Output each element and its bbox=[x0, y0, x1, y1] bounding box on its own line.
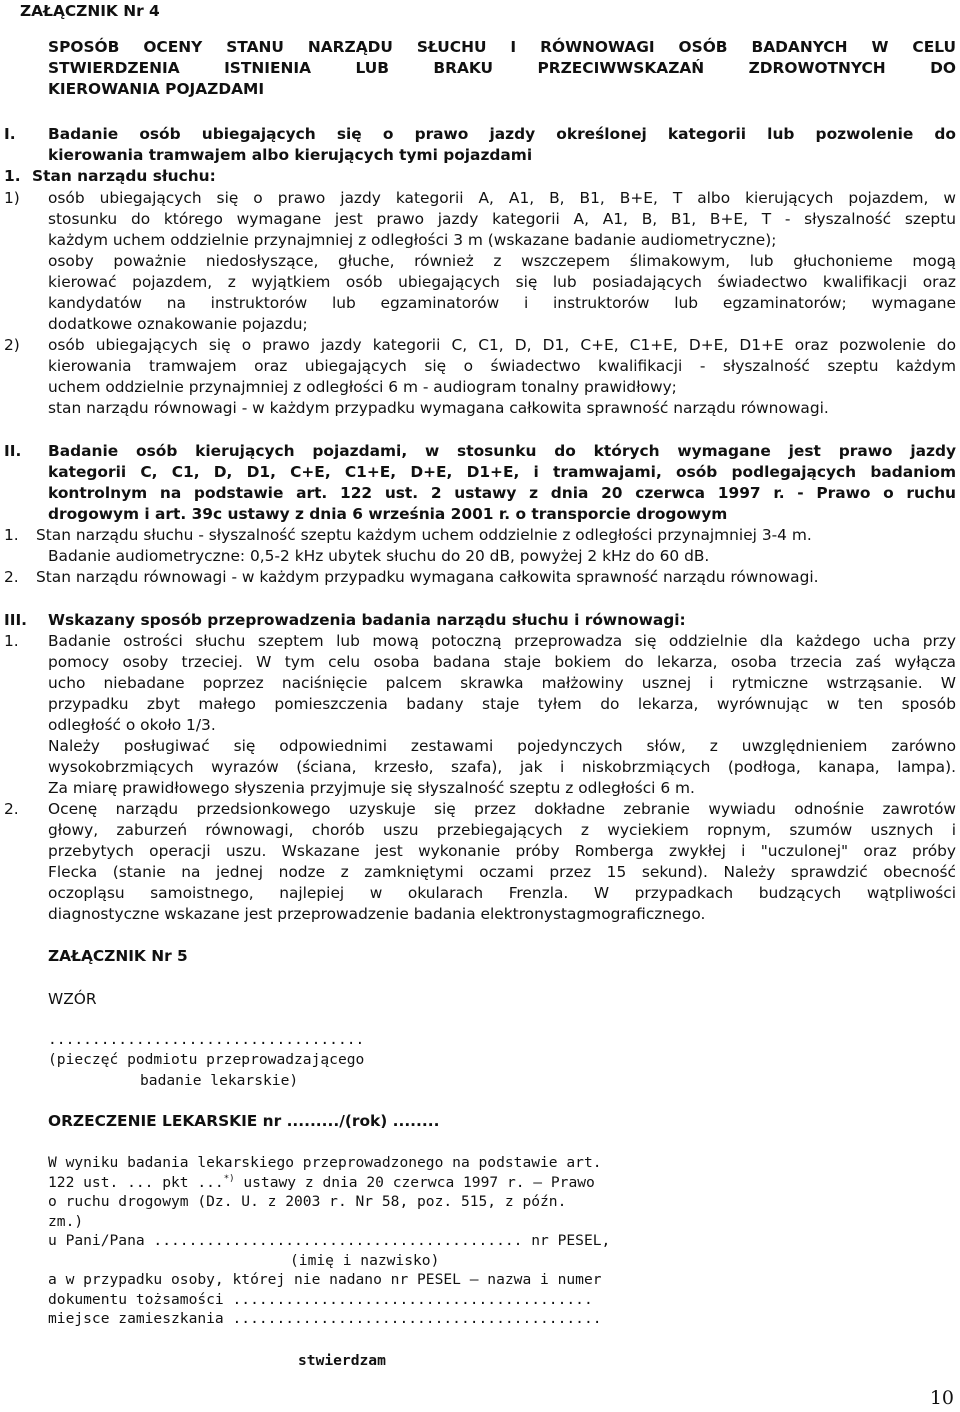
footnote-mark: *) bbox=[223, 1173, 235, 1184]
item-number: 1. bbox=[4, 526, 19, 544]
section-1-heading bbox=[4, 124, 956, 166]
body-line: zm.) bbox=[48, 1212, 84, 1230]
body-line: W wyniku badania lekarskiego przeprowadzonego na podstawie art. bbox=[48, 1154, 602, 1171]
text-line: Badanie audiometryczne: 0,5-2 kHz ubytek słuchu do 20 dB, powyżej 2 kHz do 60 dB. bbox=[48, 547, 710, 565]
annex5-label: ZAŁĄCZNIK Nr 5 bbox=[48, 947, 188, 965]
body-line: a w przypadku osoby, której nie nadano nr PESEL – nazwa i numer bbox=[48, 1271, 602, 1288]
body-line-part: 122 ust. ... pkt ... bbox=[48, 1173, 224, 1191]
text-line: ucho niebadane poprzez naciśnięcie palcem skrawka małżowiny usznej i rytmiczne wstrząsanie. W bbox=[48, 674, 956, 692]
item-number: 2. bbox=[4, 568, 19, 586]
list-item bbox=[4, 567, 956, 588]
certificate-body bbox=[48, 1153, 948, 1329]
list-item bbox=[4, 631, 956, 799]
heading-line: Wskazany sposób przeprowadzenia badania narządu słuchu i równowagi: bbox=[48, 611, 686, 629]
list-item bbox=[4, 335, 956, 419]
item-number: 1. bbox=[4, 632, 19, 650]
title-line: SPOSÓB OCENY STANU NARZĄDU SŁUCHU I RÓWNOWAGI OSÓB BADANYCH W CELU bbox=[48, 38, 956, 56]
text-line: przebytych operacji uszu. Wskazane jest wykonanie próby Romberga zwykłej i "uczulonej" oraz próby bbox=[48, 842, 956, 860]
item-number: 1) bbox=[4, 189, 20, 207]
body-line: miejsce zamieszkania .......................................... bbox=[48, 1310, 602, 1327]
wzor-label: WZÓR bbox=[48, 990, 97, 1008]
body-line: o ruchu drogowym (Dz. U. z 2003 r. Nr 58, poz. 515, z późn. bbox=[48, 1193, 567, 1210]
page-number: 10 bbox=[929, 1387, 954, 1409]
text-line: stosunku do którego wymagane jest prawo jazdy kategorii A, A1, B, B1, B+E, T - słyszalność szeptu bbox=[48, 210, 956, 228]
stamp-dots: .................................... bbox=[48, 1031, 365, 1048]
annex4-label: ZAŁĄCZNIK Nr 4 bbox=[20, 2, 160, 20]
body-caption: (imię i nazwisko) bbox=[290, 1251, 440, 1269]
section-number: III. bbox=[4, 611, 28, 629]
text-line: kierować pojazdem, z wyjątkiem osób ubiegających się lub posiadających świadectwo kwalifikacji oraz bbox=[48, 273, 956, 291]
text-line: przypadku zbyt małego pomieszczenia badany staje tyłem do lekarza, wyrównując w ten sposób bbox=[48, 695, 956, 713]
text-line: odległość o około 1/3. bbox=[48, 716, 216, 734]
heading-line: Badanie osób kierujących pojazdami, w stosunku do których wymagane jest prawo jazdy bbox=[48, 442, 956, 460]
text-line: diagnostyczne wskazane jest przeprowadzenie badania elektronystagmograficznego. bbox=[48, 905, 706, 923]
text-line: kandydatów na instruktorów lub egzaminatorów i instruktorów lub egzaminatorów; wymagane bbox=[48, 294, 956, 312]
text-line: głowy, zaburzeń równowagi, chorób uszu przebiegających z wyciekiem ropnym, szumów usznych i bbox=[48, 821, 956, 839]
text-line: uchem oddzielnie przynajmniej z odległości 6 m - audiogram tonalny prawidłowy; bbox=[48, 378, 677, 396]
stwierdzam-label: stwierdzam bbox=[298, 1352, 386, 1369]
text-line: osoby poważnie niedosłyszące, głuche, również z wszczepem ślimakowym, lub głuchonieme mogą bbox=[48, 252, 956, 270]
text-line: osób ubiegających się o prawo jazdy kategorii A, A1, B, B1, B+E, T albo kierujących pojazdem, w bbox=[48, 189, 956, 207]
text-line: stan narządu równowagi - w każdym przypadku wymagana całkowita sprawność narządu równowagi. bbox=[48, 399, 829, 417]
text-line: Stan narządu równowagi - w każdym przypadku wymagana całkowita sprawność narządu równowagi. bbox=[36, 568, 819, 586]
subsection-heading bbox=[4, 166, 216, 187]
list-item bbox=[4, 525, 956, 567]
heading-line: kontrolnym na podstawie art. 122 ust. 2 ustawy z dnia 20 czerwca 1997 r. - Prawo o ruchu bbox=[48, 484, 956, 502]
title-line: KIEROWANIA POJAZDAMI bbox=[48, 80, 265, 98]
certificate-title: ORZECZENIE LEKARSKIE nr ........./(rok) ........ bbox=[48, 1112, 440, 1130]
heading-line: kierowania tramwajem albo kierujących tymi pojazdami bbox=[48, 146, 533, 164]
heading-line: kategorii C, C1, D, D1, C+E, C1+E, D+E, D1+E, i tramwajami, osób podlegających badaniom bbox=[48, 463, 956, 481]
text-line: Należy posługiwać się odpowiednimi zestawami pojedynczych słów, z uwzględnieniem zarówno bbox=[48, 737, 956, 755]
text-line: Ocenę narządu przedsionkowego uzyskuje się przez dokładne zebranie wywiadu odnośnie zawrotów bbox=[48, 800, 956, 818]
annex4-title bbox=[48, 37, 956, 100]
body-line: u Pani/Pana .......................................... nr PESEL, bbox=[48, 1232, 611, 1249]
text-line: kierowania tramwajem oraz ubiegających się o świadectwo kwalifikacji - słyszalność szeptu każdym bbox=[48, 357, 956, 375]
text-line: osób ubiegających się o prawo jazdy kategorii C, C1, D, D1, C+E, C1+E, D+E, D1+E oraz pozwolenie do bbox=[48, 336, 956, 354]
text-line: dodatkowe oznakowanie pojazdu; bbox=[48, 315, 308, 333]
text-line: każdym uchem oddzielnie przynajmniej z odległości 3 m (wskazane badanie audiometryczne); bbox=[48, 231, 777, 249]
item-number: 2. bbox=[4, 800, 19, 818]
list-item bbox=[4, 799, 956, 925]
text-line: Flecka (stanie na jednej nodze z zamkniętymi oczami przez 15 sekund). Należy sprawdzić obecność bbox=[48, 863, 956, 881]
title-line: STWIERDZENIA ISTNIENIA LUB BRAKU PRZECIWWSKAZAŃ ZDROWOTNYCH DO bbox=[48, 59, 956, 77]
section-3-heading bbox=[4, 610, 956, 631]
section-number: I. bbox=[4, 125, 16, 143]
stamp-caption-2: badanie lekarskie) bbox=[140, 1072, 299, 1089]
section-2-heading bbox=[4, 441, 956, 525]
text-line: wysokobrzmiących wyrazów (ściana, krzesło, szafa), jak i niskobrzmiących (podłoga, kanapa, lampa). bbox=[48, 758, 956, 776]
section-number: II. bbox=[4, 442, 22, 460]
text-line: pomocy osoby trzeciej. W tym celu osoba badana staje bokiem do lekarza, osoba trzecia zaś wyłącza bbox=[48, 653, 956, 671]
body-line-part: ustawy z dnia 20 czerwca 1997 r. – Prawo bbox=[234, 1173, 595, 1191]
body-line bbox=[48, 1173, 948, 1193]
list-item bbox=[4, 188, 956, 335]
text-line: Badanie ostrości słuchu szeptem lub mową potoczną przeprowadza się oddzielnie dla każdego ucha przy bbox=[48, 632, 956, 650]
heading-line: Badanie osób ubiegających się o prawo jazdy określonej kategorii lub pozwolenie do bbox=[48, 125, 956, 143]
subsection-title: Stan narządu słuchu: bbox=[32, 167, 216, 185]
item-number: 2) bbox=[4, 336, 20, 354]
text-line: Stan narządu słuchu - słyszalność szeptu każdym uchem oddzielnie z odległości przynajmniej 3-4 m. bbox=[36, 526, 812, 544]
stamp-caption-1: (pieczęć podmiotu przeprowadzającego bbox=[48, 1051, 365, 1068]
body-line: dokumentu tożsamości ......................................... bbox=[48, 1290, 593, 1308]
text-line: oczopląsu samoistnego, najlepiej w okularach Frenzla. W przypadkach budzących wątpliwości bbox=[48, 884, 956, 902]
heading-line: drogowym i art. 39c ustawy z dnia 6 września 2001 r. o transporcie drogowym bbox=[48, 505, 728, 523]
text-line: Za miarę prawidłowego słyszenia przyjmuje się słyszalność szeptu z odległości 6 m. bbox=[48, 779, 695, 797]
subsection-number: 1. bbox=[4, 167, 21, 185]
